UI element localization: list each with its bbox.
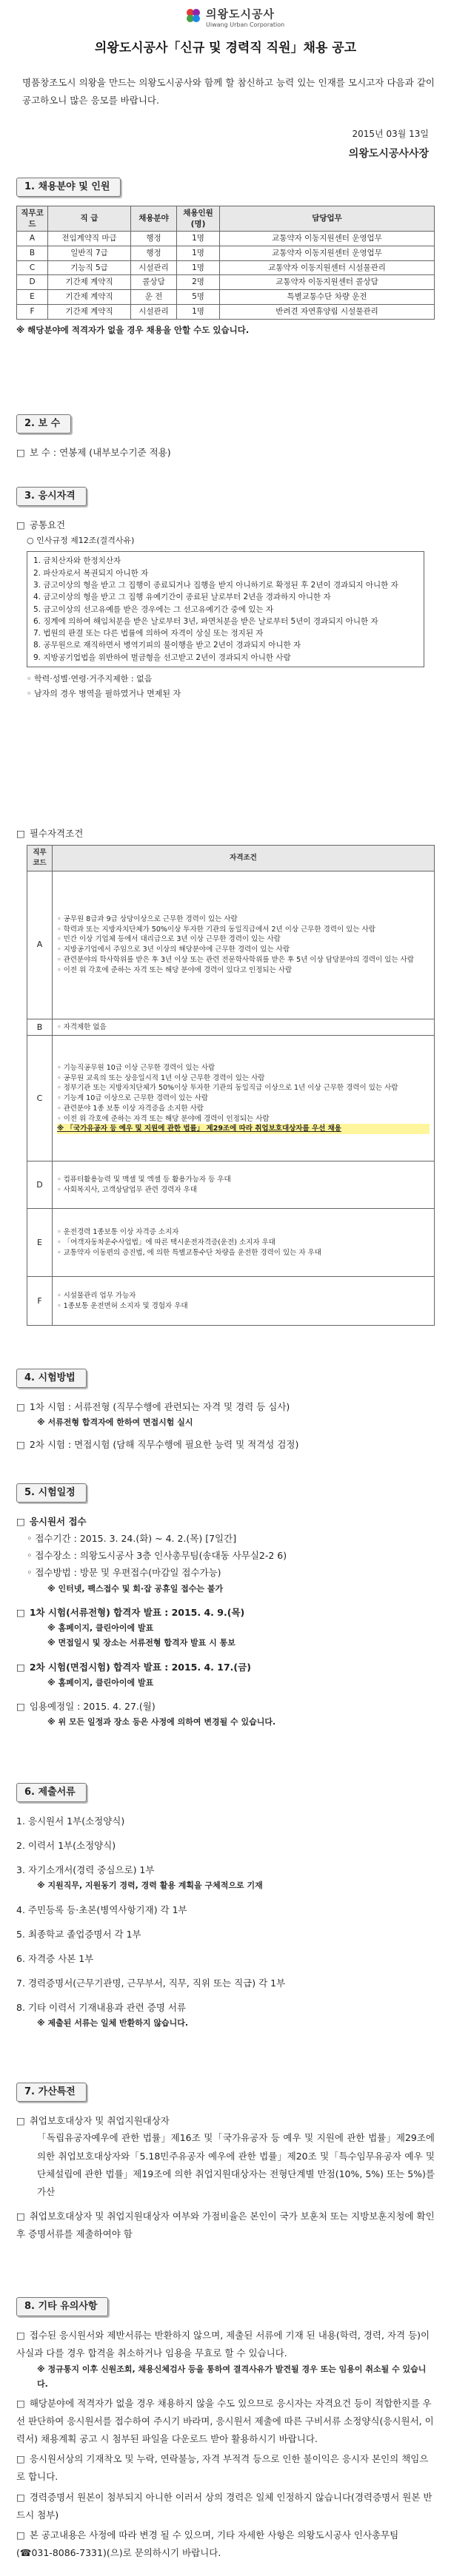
law-reference-text: 인사규정 제12조(결격사유) (36, 536, 135, 546)
disqualification-item: 3. 금고이상의 형을 받고 그 집행이 종료되거나 집행을 받지 아니하기로 확정된 후 2년이 경과되지 아니한 자 (33, 581, 398, 590)
document-item: 1. 응시원서 1부(소정양식) (16, 1815, 125, 1827)
cell: 운 전 (131, 290, 177, 305)
table-header: 자격조건 (53, 846, 435, 871)
qual-item: ◦ 1종보통 운전면허 소지자 및 경험자 우대 (57, 1301, 430, 1312)
table-header: 채용인원(명) (177, 206, 220, 232)
exam-method-block (16, 1398, 435, 1454)
section-title: 2. 보 수 (16, 414, 71, 434)
cell: 시설관리 (131, 260, 177, 275)
section-header-notes (16, 2297, 108, 2316)
bonus-heading: □ 취업보호대상자 및 취업지원대상자 (16, 2112, 435, 2129)
qual-item: ◦ 학력과 또는 지방자치단체가 50%이상 투자한 기관의 동일직급에서 2년 이상 근무한 경력이 있는 사람 (57, 925, 430, 935)
cell: 행정 (131, 232, 177, 246)
disqualification-item: 7. 법원의 판결 또는 다른 법률에 의하여 자격이 상실 또는 정지된 자 (33, 629, 264, 638)
cell-code: B (27, 1019, 53, 1036)
cell: 교통약자 이동지원센터 운영업무 (220, 232, 435, 246)
qual-item: ◦ 컴퓨터활용능력 및 맥셀 및 엑셀 등 활용가능자 등 우대 (57, 1175, 430, 1185)
document-item: 3. 자기소개서(경력 중심으로) 1부 (16, 1864, 155, 1876)
qual-item: ◦ 운전경력 1종보통 이상 자격증 소지자 (57, 1227, 430, 1238)
qual-item: ◦ 지방공기업에서 주임으로 3년 이상의 해당분야에 근무한 경력이 있는 사람 (57, 945, 430, 955)
schedule-text: 접수방법 : 방문 및 우편접수(마감일 접수가능) (35, 1567, 221, 1579)
section-header-documents (16, 1783, 87, 1802)
disqualification-item: 8. 공무원으로 재직하면서 병역기피의 불이행을 받고 2년이 경과되지 아니한 자 (33, 641, 301, 650)
schedule-note: ※ 면접일시 및 장소는 서류전형 합격자 발표 시 통보 (47, 1638, 235, 1648)
section-header-exam-method (16, 1369, 87, 1388)
notes-item: □ 해당분야에 적격자가 없을 경우 채용하지 않을 수도 있으므로 응시자는 자격요건 등이 적합한지를 우선 판단하여 응시원서를 접수하여 주시기 바라며, 응시원서 제출에 따른 구비서류 소정양식(응시원서, 이력서) 채용계획 공고 시 첨부된 파일을 다운로드 받아 활용하시기 바랍니다. (16, 2395, 435, 2447)
intro-paragraph: 명품창조도시 의왕을 만드는 의왕도시공사와 함께 할 참신하고 능력 있는 인재를 모시고자 다음과 같이 공고하오니 많은 응모를 바랍니다. (22, 77, 435, 106)
qual-item: ◦ 이전 위 각호에 준하는 자격 또는 해당 분야에 경력이 인정되는 사람 (57, 1114, 430, 1125)
cell: 1명 (177, 304, 220, 319)
schedule-heading: □ 임용예정일 : 2015. 4. 27.(월) (16, 1698, 435, 1715)
notes-item: □ 응시원서상의 기재착오 및 누락, 연락불능, 자격 부적격 등으로 인한 불이익은 응시자 본인의 책임으로 합니다. (16, 2450, 435, 2486)
document-item: 6. 자격증 사본 1부 (16, 1952, 94, 1964)
bonus-block (16, 2112, 435, 2243)
positions-table (16, 206, 435, 320)
cell: B (17, 246, 48, 261)
required-qualifications (16, 825, 435, 1326)
law-reference: ○ 인사규정 제12조(결격사유) (27, 536, 135, 546)
table-row (17, 290, 435, 305)
cell: 전임계약직 마급 (48, 232, 131, 246)
section-header-bonus (16, 2083, 87, 2102)
notice-signer: 의왕도시공사사장 (348, 148, 429, 160)
common-requirements-label: □ 공통요건 (16, 516, 435, 533)
cell: 5명 (177, 290, 220, 305)
cell: 반려견 자연휴양림 시설물관리 (220, 304, 435, 319)
salary-line: □ 보 수 : 연봉제 (내부보수기준 적용) (16, 444, 435, 461)
section-header-positions (16, 178, 121, 197)
note-text: 남자의 경우 병역을 필하였거나 면제된 자 (34, 689, 181, 699)
schedule-text: 접수장소 : 의왕도시공사 3층 인사총무팀(송대동 사무실2-2 6) (35, 1550, 287, 1562)
cell-body (53, 871, 435, 1019)
table-header: 직 급 (48, 206, 131, 232)
cell: A (17, 232, 48, 246)
notes-item: □ 경력증명서 원본이 첨부되지 아니한 이러서 상의 경력은 일체 인정하지 않습니다(경력증명서 원본 반드시 첨부) (16, 2489, 435, 2524)
positions-note: ※ 해당분야에 적격자가 없을 경우 채용을 안할 수도 있습니다. (16, 324, 250, 335)
cell: 특별교통수단 차량 운전 (220, 290, 435, 305)
table-row (17, 275, 435, 290)
highlighted-note: ※ 「국가유공자 등 예우 및 지원에 관한 법률」 제29조에 따라 취업보호대상자를 우선 채용 (57, 1124, 430, 1134)
cell-code: D (27, 1161, 53, 1209)
notes-sub: ※ 정규통지 이후 신원조회, 채용신체검사 등을 통하여 결격사유가 발견될 경우 또는 임용이 취소될 수 있습니다. (37, 2364, 427, 2389)
cell: 행정 (131, 246, 177, 261)
exam-line-2: □ 2차 시험 : 면접시험 (담해 직무수행에 필요한 능력 및 적격성 검정) (16, 1436, 435, 1453)
document-item: 8. 기타 이력서 기재내용과 관련 증명 서류 (16, 2002, 186, 2014)
section-title: 4. 시험방법 (16, 1369, 87, 1388)
cell: C (17, 260, 48, 275)
salary-block (16, 444, 435, 461)
qual-item: ◦ 이전 위 각호에 준하는 자격 또는 해당 분야에 경력이 있다고 인정되는 사람 (57, 965, 430, 976)
schedule-heading: □ 응시원서 접수 (16, 1513, 435, 1530)
table-row (27, 1036, 435, 1161)
table-row (27, 1277, 435, 1326)
documents-block (16, 1813, 435, 2032)
disqualification-item: 1. 금치산자와 한정치산자 (33, 556, 121, 566)
cell-code: C (27, 1036, 53, 1161)
disqualification-item: 4. 금고이상의 형을 받고 그 집행 유예기간이 종료된 날로부터 2년을 경과하지 아니한 자 (33, 593, 331, 602)
cell-body (53, 1036, 435, 1161)
cell: F (17, 304, 48, 319)
section-header-eligibility (16, 487, 87, 506)
schedule-block (16, 1513, 435, 1730)
cell: 기능직 5급 (48, 260, 131, 275)
cell: 시설관리 (131, 304, 177, 319)
table-row (27, 1019, 435, 1036)
cell: D (17, 275, 48, 290)
cell: E (17, 290, 48, 305)
document-note: ※ 제출된 서류는 일체 반환하지 않습니다. (37, 2018, 189, 2029)
page-title: 의왕도시공사「신규 및 경력직 직원」채용 공고 (94, 41, 357, 55)
logo-mark-icon (185, 7, 201, 24)
cell: 1명 (177, 260, 220, 275)
qual-item: ◦ 자격제한 없음 (57, 1022, 430, 1033)
document-item: 2. 이력서 1부(소정양식) (16, 1840, 116, 1852)
section-title: 3. 응시자격 (16, 487, 87, 506)
cell-code: F (27, 1277, 53, 1326)
schedule-item: ◦ 접수기간 : 2015. 3. 24.(화) ~ 4. 2.(목) [7일간] (27, 1533, 237, 1545)
qual-item: ◦ 기능계 10급 이상으로 근무한 경력이 있는 사람 (57, 1093, 430, 1104)
section-header-salary (16, 414, 71, 434)
disqualification-item: 6. 징계에 의하여 해임처분을 받은 날로부터 3년, 파면처분을 받은 날로부터 5년이 경과되지 아니한 자 (33, 616, 378, 626)
schedule-note: ※ 홈페이지, 클린아이에 발표 (47, 1677, 154, 1687)
disqualification-item: 5. 금고이상의 선고유예를 받은 경우에는 그 선고유예기간 중에 있는 자 (33, 604, 274, 614)
schedule-note: ※ 홈페이지, 클린아이에 발표 (47, 1622, 154, 1633)
qual-item: ◦ 민간 이상 기업체 등에서 대리급으로 3년 이상 근무한 경력이 있는 사람 (57, 934, 430, 945)
qual-item: ◦ 「여객자동차운수사업법」에 따른 택시운전자격증(운전) 소지자 우대 (57, 1238, 430, 1248)
table-header: 직무코드 (27, 846, 53, 871)
disqualification-item: 2. 파산자로서 복권되지 아니한 자 (33, 568, 149, 578)
bonus-heading: □ 취업보호대상자 및 취업지원대상자 여부와 가점비율은 본인이 국가 보훈처 또는 지방보훈지청에 확인 후 증명서류를 제출하여야 함 (16, 2208, 435, 2244)
schedule-text: 접수기간 : 2015. 3. 24.(화) ~ 4. 2.(목) [7일간] (35, 1533, 237, 1545)
table-row (27, 1209, 435, 1277)
cell: 2명 (177, 275, 220, 290)
table-row (27, 1161, 435, 1209)
cell-body (53, 1277, 435, 1326)
cell-body (53, 1019, 435, 1036)
section-title: 1. 채용분야 및 인원 (16, 178, 121, 197)
qual-item: ◦ 정부기관 또는 지방자치단체가 50%이상 투자한 기관의 동일직급 이상으로 1년 이상 근무한 경력이 있는 사람 (57, 1083, 430, 1093)
table-row (17, 232, 435, 246)
company-logo (185, 4, 289, 34)
schedule-note: ※ 위 모든 일정과 장소 등은 사정에 의하여 변경될 수 있습니다. (47, 1717, 276, 1727)
section-title: 7. 가산특전 (16, 2083, 87, 2102)
exam-note: ※ 서류전형 합격자에 한하여 면접시험 실시 (37, 1417, 193, 1428)
document-item: 7. 경력증명서(근무기관명, 근무부서, 직무, 직위 또는 직급) 각 1부 (16, 1977, 286, 1989)
qual-item: ◦ 공무원 교육의 또는 상응일시적 1년 이상 근무한 경력이 있는 사람 (57, 1073, 430, 1084)
schedule-heading: □ 2차 시험(면접시험) 합격자 발표 : 2015. 4. 17.(금) (16, 1659, 435, 1676)
notes-item: □ 본 공고내용은 사정에 따라 변경 될 수 있으며, 기타 자세한 사항은 의왕도시공사 인사총무팀(☎031-8086-7331)(으)로 문의하시기 바랍니다. (16, 2526, 435, 2562)
note-item: ◦ 학력·성별·연령·거주지제한 : 없음 (27, 673, 153, 684)
table-row (17, 304, 435, 319)
cell: 기간제 계약직 (48, 290, 131, 305)
qual-item: ◦ 공무원 8급과 9급 상당이상으로 근무한 경력이 있는 사람 (57, 914, 430, 925)
cell: 1명 (177, 246, 220, 261)
notes-block (16, 2327, 435, 2562)
note-item: ◦ 남자의 경우 병역을 필하였거나 면제된 자 (27, 689, 181, 699)
logo-english-text: Uiwang Urban Corporation (206, 21, 285, 28)
table-row (27, 871, 435, 1019)
cell: 교통약자 이동지원센터 운영업무 (220, 246, 435, 261)
cell: 기간제 계약직 (48, 275, 131, 290)
cell-body (53, 1161, 435, 1209)
bonus-text: 「독립유공자예우에 관한 법률」제16조 및「국가유공자 등 예우 및 지원에 관한 법률」제29조에 의한 취업보호대상자와「5.18민주유공자 예우에 관한 법률」제20조 및「특수임무유공자 예우 및 단체설립에 관한 법률」제19조에 의한 취업지원대상자는 전형단계별 만점(10%, 5%) 또는 5%)를 가산 (37, 2132, 435, 2198)
table-row (17, 246, 435, 261)
schedule-item: ◦ 접수장소 : 의왕도시공사 3층 인사총무팀(송대동 사무실2-2 6) (27, 1550, 287, 1562)
eligibility-common (16, 516, 435, 702)
schedule-heading: □ 1차 시험(서류전형) 합격자 발표 : 2015. 4. 9.(목) (16, 1604, 435, 1621)
document-item: 5. 최종학교 졸업증명서 각 1부 (16, 1928, 141, 1940)
disqualification-item: 9. 지방공기업법을 위반하여 벌금형을 선고받고 2년이 경과되지 아니한 사람 (33, 653, 291, 662)
qual-item: ◦ 사회복지사, 고객상담업무 관련 경력자 우대 (57, 1185, 430, 1196)
section-title: 5. 시험일정 (16, 1483, 87, 1503)
cell-code: E (27, 1209, 53, 1277)
document-item: 4. 주민등록 등·초본(병역사항기재) 각 1부 (16, 1904, 187, 1915)
exam-line-1: □ 1차 시험 : 서류전형 (직무수행에 관련되는 자격 및 경력 등 심사) (16, 1398, 435, 1415)
qualifications-table (27, 845, 435, 1326)
cell: 1명 (177, 232, 220, 246)
cell: 교통약자 이동지원센터 시설물관리 (220, 260, 435, 275)
qual-item: ◦ 시설물관리 업무 가능자 (57, 1291, 430, 1301)
qual-item: ◦ 관련분야 1종 보통 이상 자격증을 소지한 사람 (57, 1104, 430, 1114)
schedule-item: ◦ 접수방법 : 방문 및 우편접수(마감일 접수가능) (27, 1567, 221, 1579)
cell: 콜상담 (131, 275, 177, 290)
table-header: 직무코드 (17, 206, 48, 232)
cell: 일반직 7급 (48, 246, 131, 261)
positions-table-wrap (16, 206, 435, 338)
cell-body (53, 1209, 435, 1277)
cell: 기간제 계약직 (48, 304, 131, 319)
qual-item: ◦ 교통약자 이동편의 증진법, 에 의한 특별교통수단 차량을 운전한 경력이 있는 자 우대 (57, 1248, 430, 1258)
qual-item: ◦ 관련분야의 학사학위를 받은 후 3년 이상 또는 관련 전문학사학위를 받은 후 5년 이상 담당분야의 경력이 있는 사람 (57, 955, 430, 965)
table-row (17, 260, 435, 275)
logo-korean-text: 의왕도시공사 (206, 7, 275, 21)
section-title: 6. 제출서류 (16, 1783, 87, 1802)
document-note: ※ 지원직무, 지원동기 경력, 경력 활용 계획을 구체적으로 기재 (37, 1881, 263, 1891)
table-header: 담당업무 (220, 206, 435, 232)
table-header: 채용분야 (131, 206, 177, 232)
section-title: 8. 기타 유의사항 (16, 2297, 108, 2316)
required-qualifications-label: □ 필수자격조건 (16, 825, 435, 842)
disqualification-box (27, 551, 424, 667)
cell-code: A (27, 871, 53, 1019)
notes-item: □ 접수된 응시원서와 제반서류는 반환하지 않으며, 제출된 서류에 기재 된 내용(학력, 경력, 자격 등)이 사실과 다를 경우 합격을 취소하거나 임용을 무효로 할 수 있습니다. (16, 2327, 435, 2362)
note-text: 학력·성별·연령·거주지제한 : 없음 (34, 673, 153, 684)
qual-item: ◦ 기능직공무원 10급 이상 근무한 경력이 있는 사람 (57, 1063, 430, 1073)
cell: 교통약자 이동지원센터 콜상담 (220, 275, 435, 290)
section-header-schedule (16, 1483, 87, 1503)
notice-date: 2015년 03월 13일 (352, 129, 429, 139)
schedule-note: ※ 인터넷, 팩스접수 및 회·잡 공휴일 접수는 불가 (47, 1583, 224, 1594)
